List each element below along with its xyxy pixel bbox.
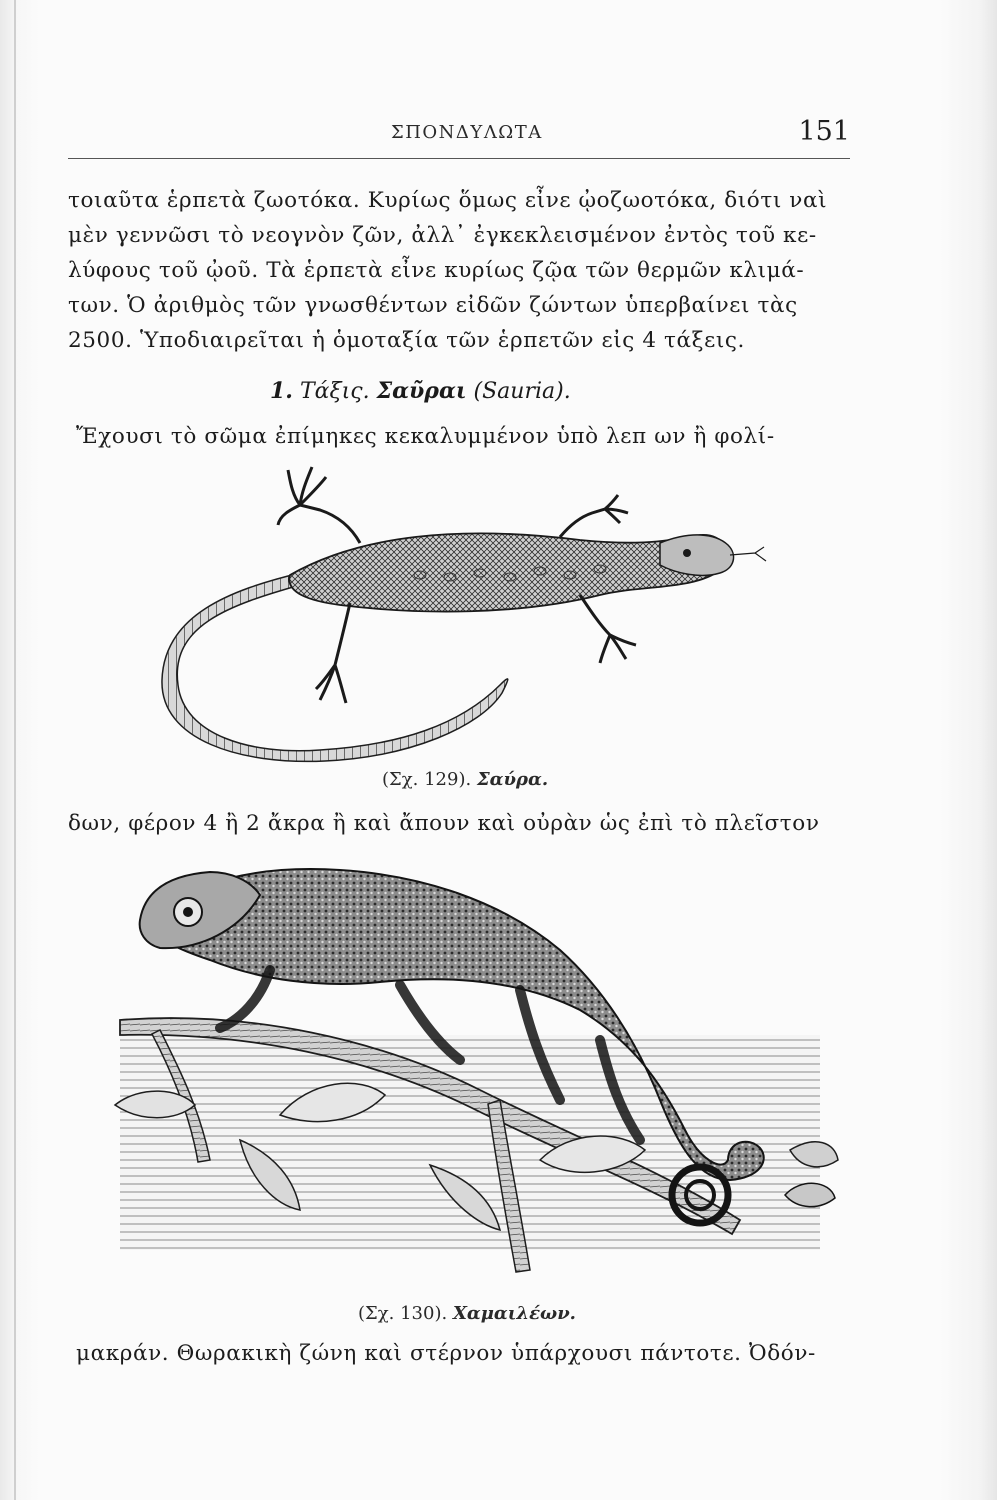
figure-130-number: (Σχ. 130).: [358, 1303, 448, 1324]
figure-130-caption: [358, 1303, 576, 1324]
paragraph-line-1: τοιαῦτα ἑρπετὰ ζωοτόκα. Κυρίως ὅμως εἶνε ᾠοζωοτόκα, διότι ναὶ: [68, 188, 828, 213]
section-title: [270, 378, 571, 404]
lizard-illustration: [160, 465, 770, 765]
paragraph-line-2: μὲν γεννῶσι τὸ νεογνὸν ζῶν, ἀλλ᾽ ἐγκεκλεισμένον ἐντὸς τοῦ κε-: [68, 223, 817, 248]
figure-130-name: Χαμαιλέων.: [452, 1303, 576, 1324]
figure-129-caption: [382, 769, 548, 790]
section-label: Τάξις.: [299, 379, 370, 404]
figure-lizard: [160, 465, 770, 765]
figure-129-number: (Σχ. 129).: [382, 769, 472, 790]
figure-129-name: Σαύρα.: [476, 769, 549, 790]
page-number: 151: [798, 116, 850, 147]
page-header: [68, 116, 850, 152]
paragraph-line-5: 2500. Ὑποδιαιρεῖται ἡ ὁμοταξία τῶν ἑρπετῶν εἰς 4 τάξεις.: [68, 328, 745, 353]
paragraph-line-4: των. Ὁ ἀριθμὸς τῶν γνωσθέντων εἰδῶν ζώντων ὑπερβαίνει τὰς: [68, 293, 798, 318]
text-line-after-figure-130: μακράν. Θωρακικὴ ζώνη καὶ στέρνον ὑπάρχουσι πάντοτε. Ὀδόν-: [76, 1341, 816, 1366]
header-rule: [68, 158, 850, 159]
section-number: 1.: [270, 378, 293, 404]
figure-chameleon: [100, 860, 840, 1300]
text-line-after-figure-129: δων, φέρον 4 ἢ 2 ἄκρα ἢ καὶ ἄπουν καὶ οὐρὰν ὡς ἐπὶ τὸ πλεῖστον: [68, 811, 820, 836]
page-gutter-shadow: [14, 0, 16, 1500]
text-line-after-title: Ἔχουσι τὸ σῶμα ἐπίμηκες κεκαλυμμένον ὑπὸ λεπ ων ἢ φολί-: [76, 424, 775, 449]
paragraph-line-3: λύφους τοῦ ᾠοῦ. Τὰ ἑρπετὰ εἶνε κυρίως ζῷα τῶν θερμῶν κλιμά-: [68, 258, 805, 283]
section-greek-name: Σαῦραι: [376, 378, 467, 404]
chameleon-illustration: [100, 860, 840, 1300]
section-latin-name: (Sauria).: [473, 379, 571, 404]
running-head: ΣΠΟΝΔΥΛΩΤΑ: [391, 122, 543, 143]
